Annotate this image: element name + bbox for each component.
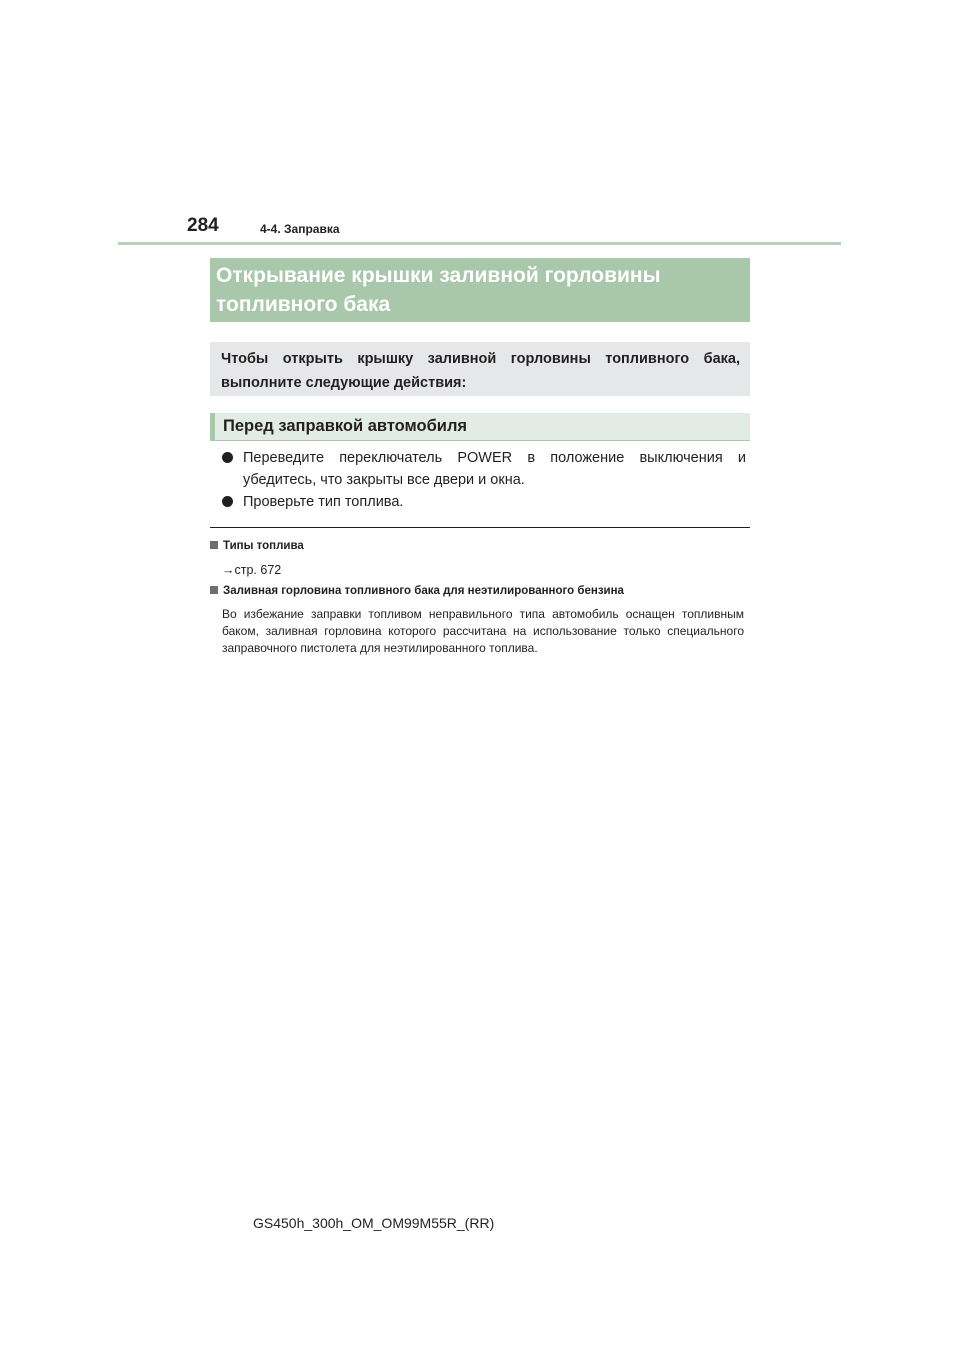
section-subheading: Перед заправкой автомобиля <box>210 413 750 441</box>
footer-code: GS450h_300h_OM_OM99M55R_(RR) <box>253 1215 495 1231</box>
note-body: Во избежание заправки топливом неправильного типа автомобиль оснащен топливным баком, заливная горловина которого рассчитана на использование только специального заправочного пистолета для неэтилированного топлива. <box>222 607 744 655</box>
list-item <box>222 491 746 515</box>
bullet-icon <box>222 452 233 463</box>
page-title: Открывание крышки заливной горловины топливного бака <box>210 258 750 322</box>
square-icon <box>210 541 218 549</box>
page-reference-link[interactable]: →стр. 672 <box>222 563 282 577</box>
intro-text: Чтобы открыть крышку заливной горловины топливного бака, выполните следующие действия: <box>210 342 750 396</box>
square-icon <box>210 586 218 594</box>
page-number: 284 <box>187 215 219 236</box>
list-item-text: Проверьте тип топлива. <box>243 494 404 510</box>
bullet-icon <box>222 496 233 507</box>
header-divider <box>118 242 841 245</box>
note-heading-text: Типы топлива <box>223 540 304 552</box>
list-item-text: Переведите переключатель POWER в положение выключения и убедитесь, что закрыты все двери и окна. <box>243 450 746 488</box>
list-item <box>222 447 746 493</box>
note-heading <box>210 585 624 597</box>
section-label: 4-4. Заправка <box>260 222 340 236</box>
note-heading <box>210 540 304 552</box>
note-heading-text: Заливная горловина топливного бака для неэтилированного бензина <box>223 585 624 597</box>
content-divider <box>210 527 750 528</box>
